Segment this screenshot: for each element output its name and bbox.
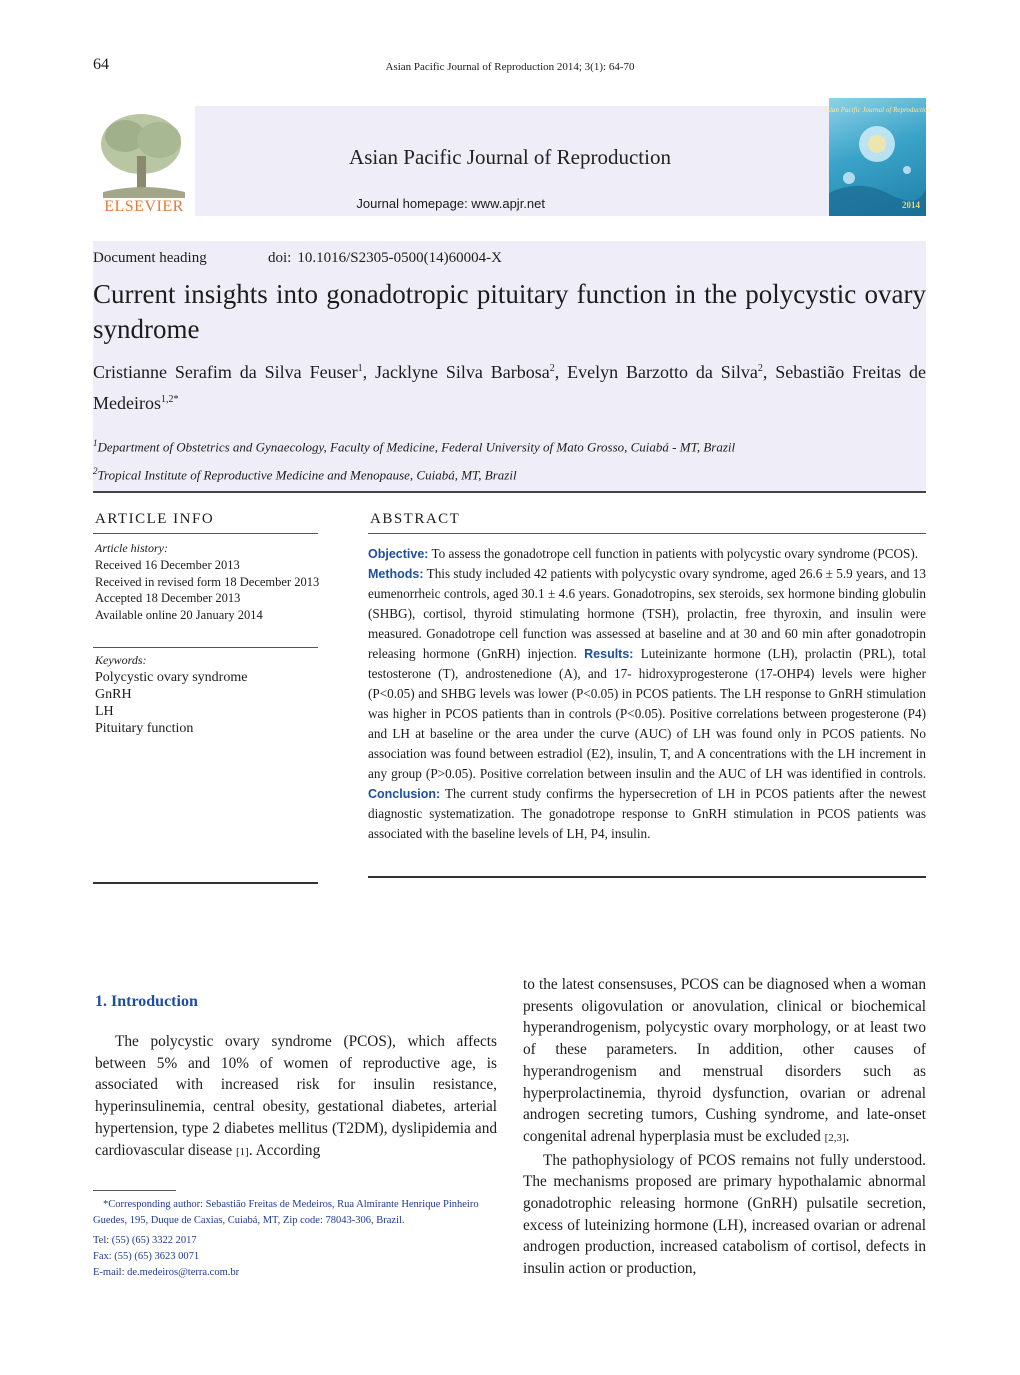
doi-label: doi:	[268, 250, 292, 266]
author-name: Evelyn Barzotto da Silva	[567, 362, 758, 382]
journal-cover-image[interactable]	[823, 98, 931, 216]
author-affiliation-mark: 1,2*	[160, 394, 179, 405]
article-history-label: Article history:	[95, 541, 168, 555]
results-label: Results:	[584, 647, 634, 661]
keywords-list	[95, 669, 325, 737]
citation-link[interactable]: [2,3]	[824, 1131, 846, 1144]
elsevier-tree-icon	[93, 106, 195, 216]
page-number: 64	[93, 56, 109, 73]
divider	[93, 647, 318, 648]
footnote-fax: Fax: (55) (65) 3623 0071	[93, 1251, 200, 1262]
objective-label: Objective:	[368, 547, 429, 561]
body-column-left	[95, 1031, 497, 1163]
doi[interactable]	[268, 250, 502, 267]
affiliation	[93, 438, 926, 455]
footnote-corresponding: *Corresponding author: Sebastião Freitas de Medeiros, Rua Almirante Henrique Pinheiro Guedes, 195, Duque de Caxias, Cuiabá, MT, Zip code: 78043-306, Brazil.	[93, 1199, 479, 1226]
abstract-text	[368, 544, 926, 844]
author-affiliation-mark: 2	[549, 363, 555, 374]
keyword: Pituitary function	[95, 721, 194, 736]
divider	[368, 533, 926, 534]
cover-art-icon	[823, 98, 931, 216]
affiliation-text: Tropical Institute of Reproductive Medicine and Menopause, Cuiabá, MT, Brazil	[97, 467, 517, 483]
divider	[368, 876, 926, 878]
journal-homepage-link[interactable]: Journal homepage: www.apjr.net	[356, 196, 545, 211]
running-head: Asian Pacific Journal of Reproduction 2014; 3(1): 64-70	[385, 61, 635, 73]
methods-label: Methods:	[368, 567, 424, 581]
methods-text: This study included 42 patients with polycystic ovary syndrome, aged 26.6 ± 5.9 years, and 13 eumenorrheic controls, aged 30.1 ± 4.6 years. Gonadotropins, sex steroids, sex hormone binding globulin (SHBG), cortisol, thyroid stimulating hormone (TSH), prolactin, free thyroxin, and insulin were measured. Gonadotrope cell function was assessed at baseline and at 30 and 60 min after gonadotropin releasing hormone (GnRH) injection.	[368, 566, 926, 661]
affiliation	[93, 466, 926, 483]
article-title: Current insights into gonadotropic pituitary function in the polycystic ovary syndrome	[93, 279, 926, 344]
history-item: Received in revised form 18 December 2013	[95, 574, 320, 589]
body-paragraph: The polycystic ovary syndrome (PCOS), which affects between 5% and 10% of women of reproductive age, is associated with increased risk for insulin resistance, hyperinsulinemia, central obesity, gestational diabetes, arterial hypertension, type 2 diabetes mellitus (T2DM), dyslipidemia and cardiovascular disease [1]. According	[95, 1033, 497, 1159]
body-paragraph: The pathophysiology of PCOS remains not fully understood. The mechanisms proposed are primary hypothalamic abnormal gonadotrophic releasing hormone (GnRH) pulsatile secretion, excess of luteinizing hormone (LH), increased ovarian or adrenal androgen production, increased catabolism of cortisol, defects in insulin action or production,	[523, 1151, 926, 1278]
divider	[93, 882, 318, 884]
author-name: Jacklyne Silva Barbosa	[374, 362, 550, 382]
journal-name: Asian Pacific Journal of Reproduction	[349, 145, 671, 169]
keyword: LH	[95, 704, 114, 719]
document-heading-label: Document heading	[93, 250, 207, 266]
conclusion-text: The current study confirms the hypersecretion of LH in PCOS patients after the newest diagnostic systematization. The gonadotrope response to GnRH stimulation in PCOS patients was associated with the baseline levels of LH, P4, insulin.	[368, 786, 927, 841]
elsevier-logo[interactable]	[93, 106, 195, 216]
cover-year: 2014	[902, 200, 920, 210]
article-info-heading: ARTICLE INFO	[95, 511, 215, 527]
article-history-list	[95, 557, 325, 623]
keyword: GnRH	[95, 687, 132, 702]
author-name: Cristianne Serafim da Silva Feuser	[93, 362, 358, 382]
results-text: Luteinizante hormone (LH), prolactin (PRL), total testosterone (T), androstenedione (A), and 17- hidroxyprogesterone (17-OHP4) levels were higher (P<0.05) and SHBG levels was lower (P<0.05) in PCOS patients. The LH response to GnRH stimulation was higher in PCOS patients than in controls (P<0.05). Positive correlations between progesterone (P4) and LH at baseline or the area under the curve (AUC) of LH was found only in PCOS patients. No association was found between estradiol (E2), insulin, T, and A concentrations with the LH increment in any group (P>0.05). Positive correlation between insulin and the AUC of LH was identified in controls.	[368, 646, 926, 781]
history-item: Accepted 18 December 2013	[95, 591, 241, 605]
objective-text: To assess the gonadotrope cell function in patients with polycystic ovary syndrome (PCOS).	[431, 546, 919, 561]
author-affiliation-mark: 2	[757, 363, 763, 374]
citation-link[interactable]: [1]	[236, 1145, 249, 1158]
footnote-email[interactable]: E-mail: de.medeiros@terra.com.br	[93, 1267, 240, 1278]
divider	[93, 491, 926, 493]
author-name: Sebastião Freitas de Medeiros	[93, 362, 926, 413]
cover-title: Asian Pacific Journal of Reproduction	[823, 106, 931, 114]
doi-value[interactable]: 10.1016/S2305-0500(14)60004-X	[297, 250, 502, 266]
footnote-divider	[93, 1190, 176, 1191]
keyword: Polycystic ovary syndrome	[95, 670, 248, 685]
affiliation-mark: 2	[93, 466, 98, 476]
body-column-right	[523, 974, 926, 1280]
affiliation-text: Department of Obstetrics and Gynaecology, Faculty of Medicine, Federal University of Mato Grosso, Cuiabá - MT, Brazil	[97, 439, 736, 455]
keywords-label: Keywords:	[95, 653, 147, 667]
author-affiliation-mark: 1	[357, 363, 363, 374]
body-paragraph: to the latest consensuses, PCOS can be diagnosed when a woman presents oligovulation or anovulation, clinical or biochemical hyperandrogenism, polycystic ovary morphology, or at least two of these parameters. In addition, other causes of hyperandrogenism and menstrual disorders such as hyperprolactinemia, thyroid dysfunction, ovarian or adrenal androgen secreting tumors, Cushing syndrome, and late-onset congenital adrenal hyperplasia must be excluded [2,3].	[523, 976, 926, 1145]
divider	[93, 533, 318, 534]
abstract-heading: ABSTRACT	[370, 511, 461, 527]
abstract-objective	[368, 544, 926, 564]
history-item: Available online 20 January 2014	[95, 607, 263, 622]
section-heading-introduction: 1. Introduction	[95, 993, 198, 1010]
corresponding-author-footnote	[93, 1197, 503, 1281]
author-list: Cristianne Serafim da Silva Feuser$^1$, Jacklyne Silva Barbosa$^2$, Evelyn Barzotto da Silva$^2$, Sebastião Freitas de Medeiros$^{1,2*}$	[93, 362, 926, 413]
conclusion-label: Conclusion:	[368, 787, 441, 801]
footnote-tel: Tel: (55) (65) 3322 2017	[93, 1235, 197, 1246]
elsevier-wordmark: ELSEVIER	[104, 198, 184, 215]
abstract-body-paragraph	[368, 564, 926, 844]
affiliation-mark: 1	[93, 438, 98, 448]
history-item: Received 16 December 2013	[95, 558, 240, 572]
